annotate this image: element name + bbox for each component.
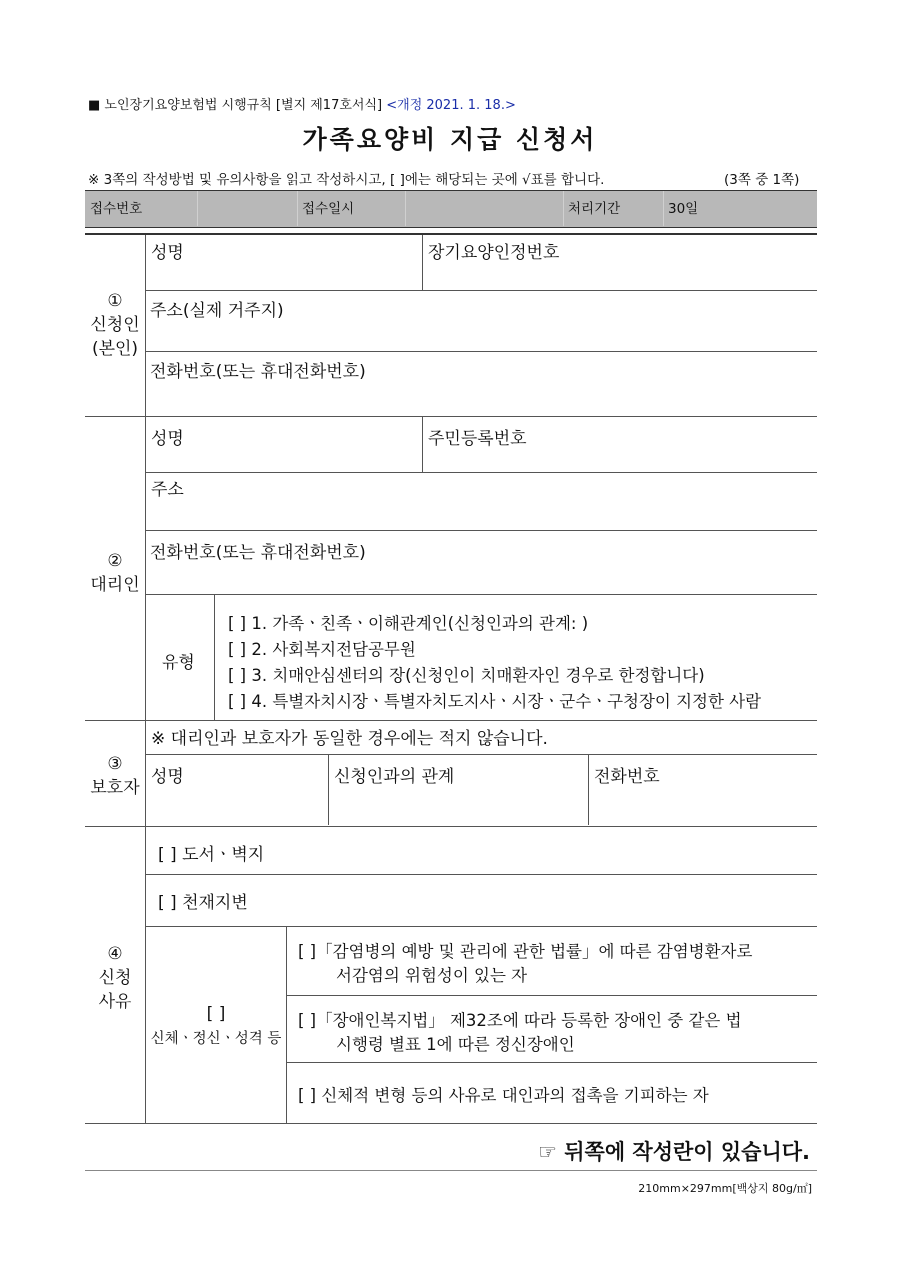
reason-sub-mental-line1[interactable]: [ ]「장애인복지법」 제32조에 따라 등록한 장애인 중 같은 법 [298,1011,742,1030]
agent-type-option-1[interactable]: [ ] 1. 가족ㆍ친족ㆍ이해관계인(신청인과의 관계: ) [228,614,589,633]
reason-sub-infectious-line1[interactable]: [ ]「감염병의 예방 및 관리에 관한 법률」에 따른 감염병환자로 [298,942,753,961]
applicant-name-label: 성명 [151,243,184,263]
reason-option-remote-area[interactable]: [ ] 도서ㆍ벽지 [158,845,265,865]
guardian-phone-label: 전화번호 [594,767,660,787]
guardian-relation-label: 신청인과의 관계 [334,767,455,787]
guardian-name-label: 성명 [151,767,184,787]
reason-option-natural-disaster[interactable]: [ ] 천재지변 [158,893,248,913]
instruction-notice: ※ 3쪽의 작성방법 및 유의사항을 읽고 작성하시고, [ ]에는 해당되는 곳에 √표를 합니다. [88,172,605,188]
applicant-address-label: 주소(실제 거주지) [150,301,284,321]
page-indicator: (3쪽 중 1쪽) [724,172,800,188]
guardian-note: ※ 대리인과 보호자가 동일한 경우에는 적지 않습니다. [151,729,548,749]
regulation-text: ■ 노인장기요양보험법 시행규칙 [별지 제17호서식] [88,98,383,113]
agent-address-label: 주소 [151,480,184,500]
applicant-phone-label: 전화번호(또는 휴대전화번호) [150,362,366,382]
revision-date: <개정 2021. 1. 18.> [386,98,516,113]
agent-rrn-label: 주민등록번호 [428,429,527,449]
processing-period-label: 처리기간 [568,201,621,217]
reason-sub-deformity[interactable]: [ ] 신체적 변형 등의 사유로 대인과의 접촉을 기피하는 자 [298,1086,709,1105]
reason-physical-checkbox[interactable]: [ ] [206,1004,226,1024]
receipt-no-field[interactable] [197,191,297,226]
agent-type-option-4[interactable]: [ ] 4. 특별자치시장ㆍ특별자치도지사ㆍ시장ㆍ군수ㆍ구청장이 지정한 사람 [228,692,762,711]
receipt-date-field[interactable] [405,191,563,226]
agent-name-label: 성명 [151,429,184,449]
agent-type-option-2[interactable]: [ ] 2. 사회복지전담공무원 [228,640,416,659]
paper-spec: 210mm×297mm[백상지 80g/㎡] [638,1182,812,1195]
reason-section-label: ④ 신청 사유 [98,944,132,1012]
reason-sub-mental-line2: 시행령 별표 1에 따른 정신장애인 [336,1035,575,1054]
regulation-header [88,94,516,113]
reason-physical-label: 신체ㆍ정신ㆍ성격 등 [150,1031,282,1047]
processing-period-value: 30일 [668,201,699,217]
back-page-note: ☞ 뒤쪽에 작성란이 있습니다. [538,1140,810,1164]
reception-bar [85,190,817,228]
receipt-no-label: 접수번호 [90,201,143,217]
agent-section-label: ② 대리인 [90,551,140,595]
applicant-ltc-number-label: 장기요양인정번호 [428,243,560,263]
agent-type-label: 유형 [162,653,195,673]
applicant-section-label: ① 신청인 (본인) [90,291,140,359]
receipt-date-label: 접수일시 [302,201,355,217]
agent-phone-label: 전화번호(또는 휴대전화번호) [150,543,366,563]
form-title: 가족요양비 지급 신청서 [302,125,598,154]
reason-sub-infectious-line2: 서감염의 위험성이 있는 자 [336,966,528,985]
guardian-section-label: ③ 보호자 [90,754,140,798]
agent-type-option-3[interactable]: [ ] 3. 치매안심센터의 장(신청인이 치매환자인 경우로 한정합니다) [228,666,705,685]
